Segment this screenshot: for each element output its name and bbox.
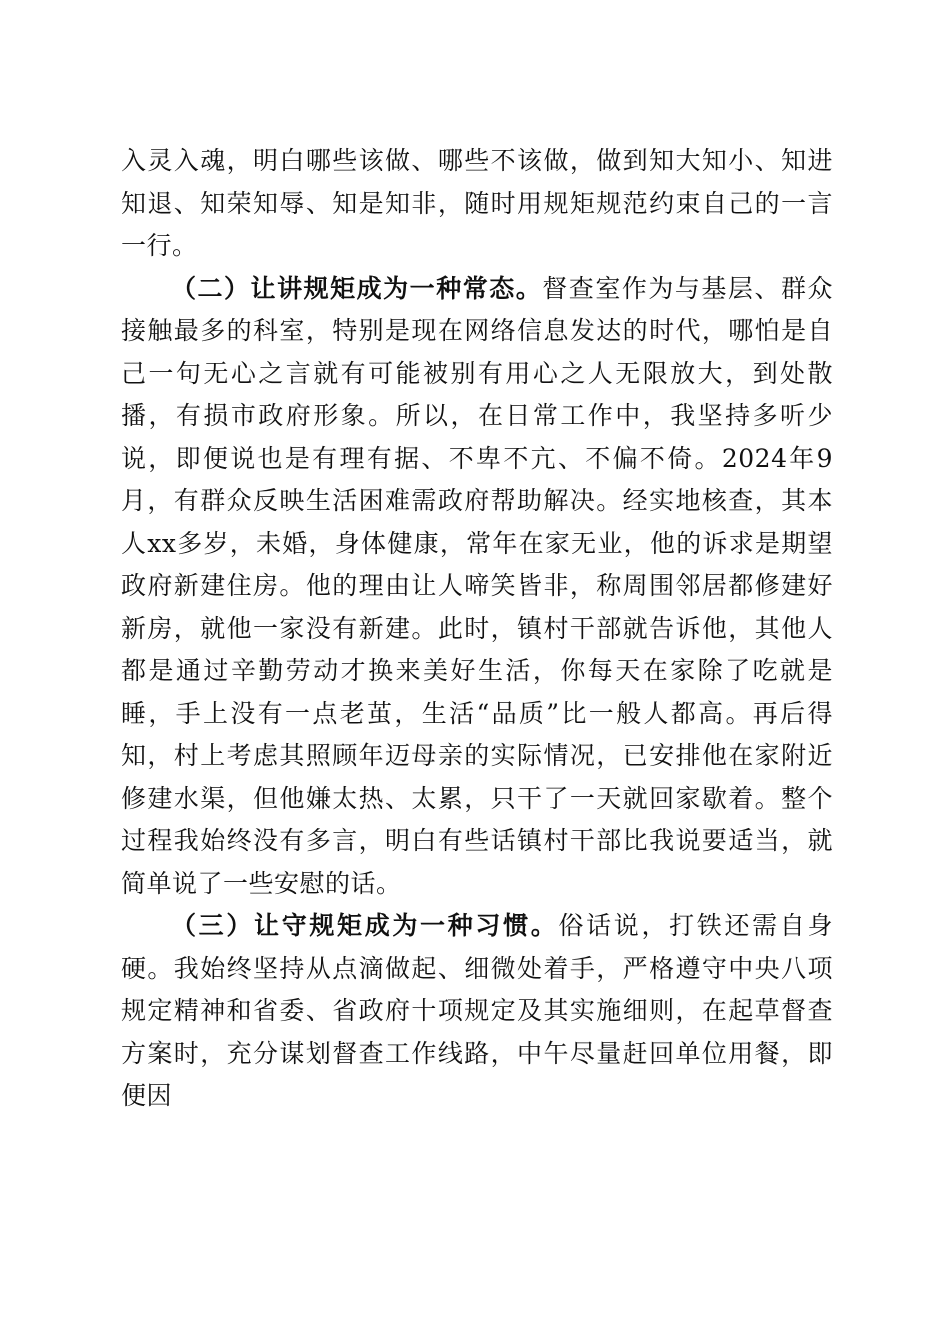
paragraph-continuation: 入灵入魂，明白哪些该做、哪些不该做，做到知大知小、知进知退、知荣知辱、知是知非，随时用规矩规范约束自己的一言一行。	[121, 146, 833, 260]
paragraph-section-2	[121, 268, 833, 906]
section-3-heading: （三）让守规矩成为一种习惯。	[171, 911, 559, 940]
document-body	[121, 140, 833, 1118]
section-3-body: 俗话说，打铁还需自身硬。我始终坚持从点滴做起、细微处着手，严格遵守中央八项规定精神和省委、省政府十项规定及其实施细则，在起草督查方案时，充分谋划督查工作线路，中午尽量赶回单位用餐，即便因	[121, 911, 833, 1110]
section-2-heading: （二）让讲规矩成为一种常态。	[171, 273, 543, 303]
section-2-body: 督查室作为与基层、群众接触最多的科室，特别是现在网络信息发达的时代，哪怕是自己一句无心之言就有可能被别有用心之人无限放大，到处散播，有损市政府形象。所以，在日常工作中，我坚持多听少说，即便说也是有理有据、不卑不亢、不偏不倚。2024年9月，有群众反映生活困难需政府帮助解决。经实地核查，其本人xx多岁，未婚，身体健康，常年在家无业，他的诉求是期望政府新建住房。他的理由让人啼笑皆非，称周围邻居都修建好新房，就他一家没有新建。此时，镇村干部就告诉他，其他人都是通过辛勤劳动才换来美好生活，你每天在家除了吃就是睡，手上没有一点老茧，生活“品质”比一般人都高。再后得知，村上考虑其照顾年迈母亲的实际情况，已安排他在家附近修建水渠，但他嫌太热、太累，只干了一天就回家歇着。整个过程我始终没有多言，明白有些话镇村干部比我说要适当，就简单说了一些安慰的话。	[121, 273, 833, 898]
paragraph-section-3	[121, 905, 833, 1118]
